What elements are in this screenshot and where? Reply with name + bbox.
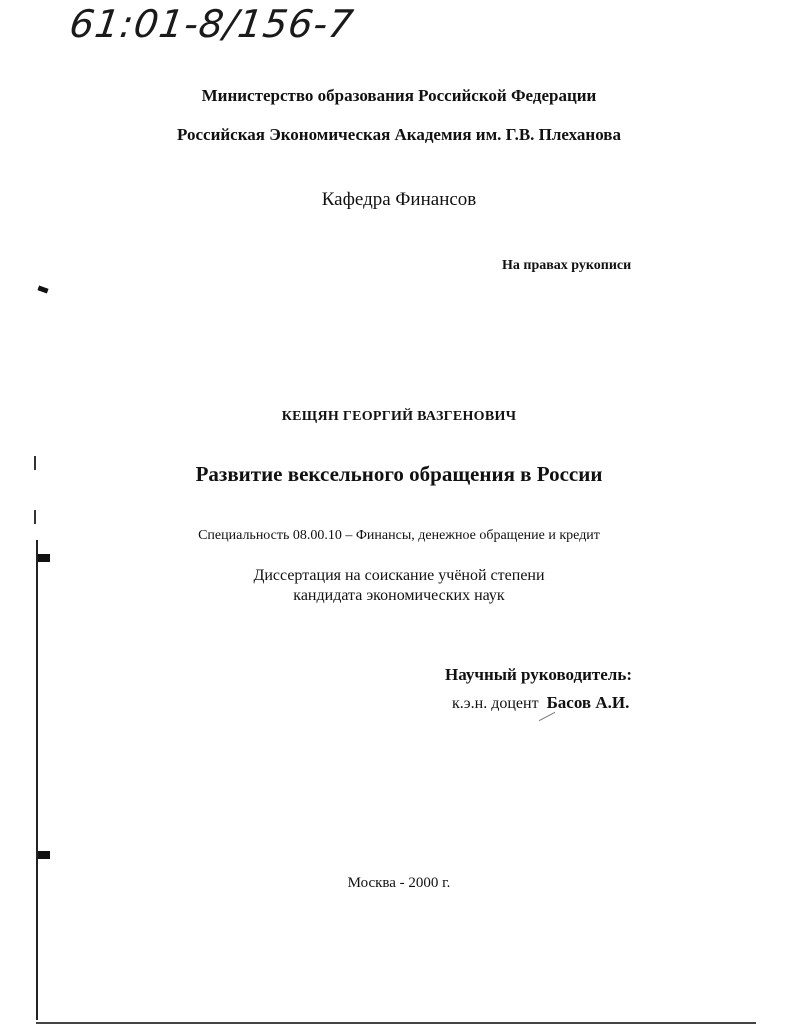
author-name: КЕЩЯН ГЕОРГИЙ ВАЗГЕНОВИЧ <box>281 409 517 424</box>
scan-margin-line <box>36 540 38 1020</box>
degree-statement <box>0 566 798 606</box>
scan-blot <box>37 285 48 293</box>
handwritten-archive-code: 61:01-8/156-7 <box>66 2 357 46</box>
scan-blot <box>38 851 50 859</box>
degree-statement-line-2: кандидата экономических наук <box>293 587 505 604</box>
scan-margin-tick <box>34 510 36 524</box>
supervisor-position: к.э.н. доцент <box>452 695 539 712</box>
scan-margin-tick <box>34 456 36 470</box>
scan-bottom-edge <box>36 1022 756 1024</box>
manuscript-rights-note: На правах рукописи <box>502 258 632 273</box>
academy-heading: Российская Экономическая Академия им. Г.В. Плеханова <box>177 125 621 144</box>
scan-blot <box>38 554 50 562</box>
ministry-heading: Министерство образования Российской Федерации <box>201 86 597 105</box>
specialty-line: Специальность 08.00.10 – Финансы, денежное обращение и кредит <box>198 528 600 543</box>
supervisor-line <box>452 693 629 713</box>
supervisor-heading: Научный руководитель: <box>445 665 632 684</box>
degree-statement-line-1: Диссертация на соискание учёной степени <box>253 567 545 584</box>
department-heading: Кафедра Финансов <box>321 189 477 210</box>
signature-stroke <box>539 712 555 721</box>
supervisor-name: Басов А.И. <box>546 693 630 712</box>
place-and-year: Москва - 2000 г. <box>347 875 451 891</box>
dissertation-title: Развитие вексельного обращения в России <box>195 462 603 486</box>
